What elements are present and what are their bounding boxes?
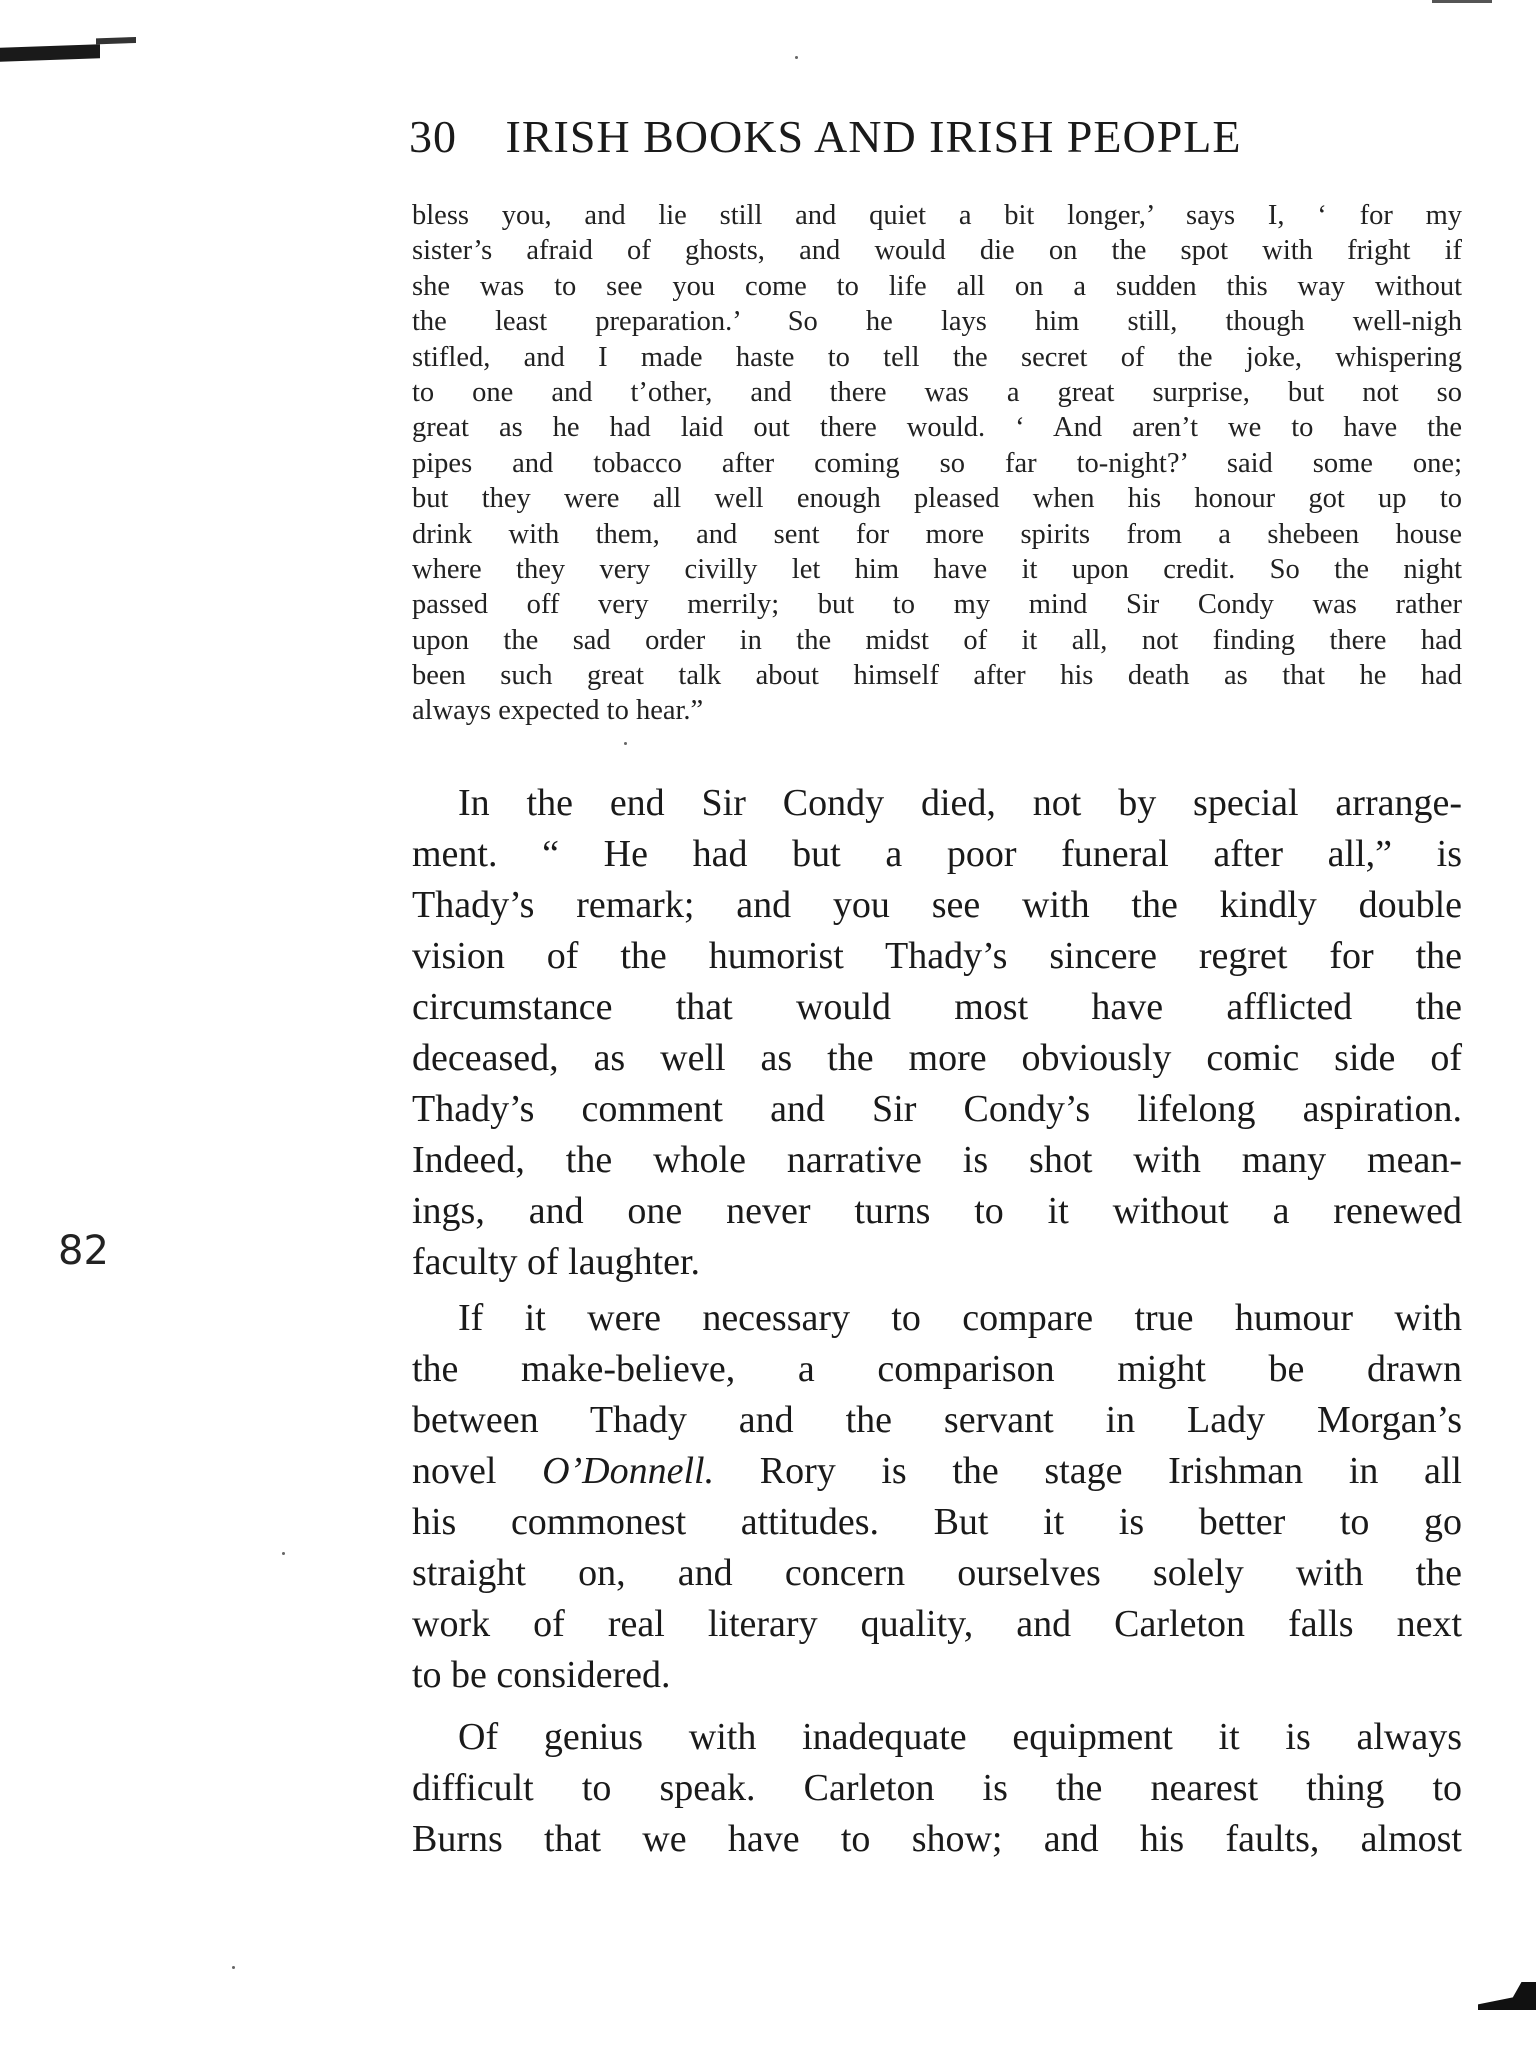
quote-line: been such great talk about himself after his death as that he had: [412, 660, 1462, 692]
text-line: In the end Sir Condy died, not by special arrange-: [458, 782, 1462, 824]
text-line: straight on, and concern ourselves solely with the: [412, 1552, 1462, 1594]
text-line: work of real literary quality, and Carleton falls next: [412, 1603, 1462, 1645]
quote-line: where they very civilly let him have it upon credit. So the night: [412, 553, 1462, 585]
text-line: circumstance that would most have afflicted the: [412, 986, 1462, 1028]
book-title-odonnell: O’Donnell.: [542, 1450, 715, 1492]
quote-line: the least preparation.’ So he lays him still, though well-nigh: [412, 306, 1462, 338]
quote-line: sister’s afraid of ghosts, and would die on the spot with fright if: [412, 235, 1462, 267]
text-line: to be considered.: [412, 1654, 671, 1696]
block-quote: [412, 198, 1462, 729]
quote-line: but they were all well enough pleased when his honour got up to: [412, 483, 1462, 515]
text-line: difficult to speak. Carleton is the nearest thing to: [412, 1767, 1462, 1809]
quote-line: pipes and tobacco after coming so far to-night?’ said some one;: [412, 447, 1462, 479]
text-line: Thady’s remark; and you see with the kindly double: [412, 884, 1462, 926]
text-line: Thady’s comment and Sir Condy’s lifelong aspiration.: [412, 1088, 1462, 1130]
text-line: the make-believe, a comparison might be drawn: [412, 1348, 1462, 1390]
text-segment: novel: [412, 1450, 543, 1492]
paragraph-carleton: [412, 1712, 1462, 1865]
text-segment: Rory is the stage Irishman in all: [714, 1450, 1462, 1492]
running-title: IRISH BOOKS AND IRISH PEOPLE: [505, 111, 1242, 162]
text-line: Of genius with inadequate equipment it is always: [458, 1716, 1462, 1758]
text-line: Burns that we have to show; and his faults, almost: [412, 1818, 1462, 1860]
ink-speck: [282, 1552, 285, 1555]
text-line: If it were necessary to compare true humour with: [458, 1297, 1462, 1339]
quote-line: always expected to hear.”: [412, 695, 704, 727]
margin-annotation: 82: [58, 1228, 109, 1274]
text-line: vision of the humorist Thady’s sincere regret for the: [412, 935, 1462, 977]
edge-rule-mark: [1432, 0, 1492, 3]
text-line: ings, and one never turns to it without a renewed: [412, 1190, 1462, 1232]
text-line: his commonest attitudes. But it is better to go: [412, 1501, 1462, 1543]
page-number: 30: [409, 111, 457, 162]
binding-edge-mark: [0, 44, 100, 61]
running-header: [409, 110, 1339, 170]
ink-speck: [232, 1966, 235, 1969]
text-line: faculty of laughter.: [412, 1241, 701, 1283]
quote-line: great as he had laid out there would. ‘ And aren’t we to have the: [412, 412, 1462, 444]
text-line: between Thady and the servant in Lady Morgan’s: [412, 1399, 1462, 1441]
paragraph-condy-death: [412, 778, 1462, 1288]
quote-line: stifled, and I made haste to tell the secret of the joke, whispering: [412, 341, 1462, 373]
paragraph-true-humour: [412, 1293, 1462, 1701]
ink-speck: [795, 56, 798, 59]
corner-ink-mark: [1478, 1982, 1536, 2010]
quote-line: passed off very merrily; but to my mind Sir Condy was rather: [412, 589, 1462, 621]
ink-speck: [624, 742, 627, 745]
quote-line: upon the sad order in the midst of it all, not finding there had: [412, 624, 1462, 656]
text-line: ment. “ He had but a poor funeral after all,” is: [412, 833, 1462, 875]
quote-line: bless you, and lie still and quiet a bit longer,’ says I, ‘ for my: [412, 200, 1462, 231]
quote-line: she was to see you come to life all on a sudden this way without: [412, 270, 1462, 302]
text-line: [412, 1446, 1462, 1497]
quote-line: to one and t’other, and there was a great surprise, but not so: [412, 376, 1462, 408]
quote-line: drink with them, and sent for more spirits from a shebeen house: [412, 518, 1462, 550]
text-line: deceased, as well as the more obviously comic side of: [412, 1037, 1462, 1079]
text-line: Indeed, the whole narrative is shot with many mean-: [412, 1139, 1462, 1181]
